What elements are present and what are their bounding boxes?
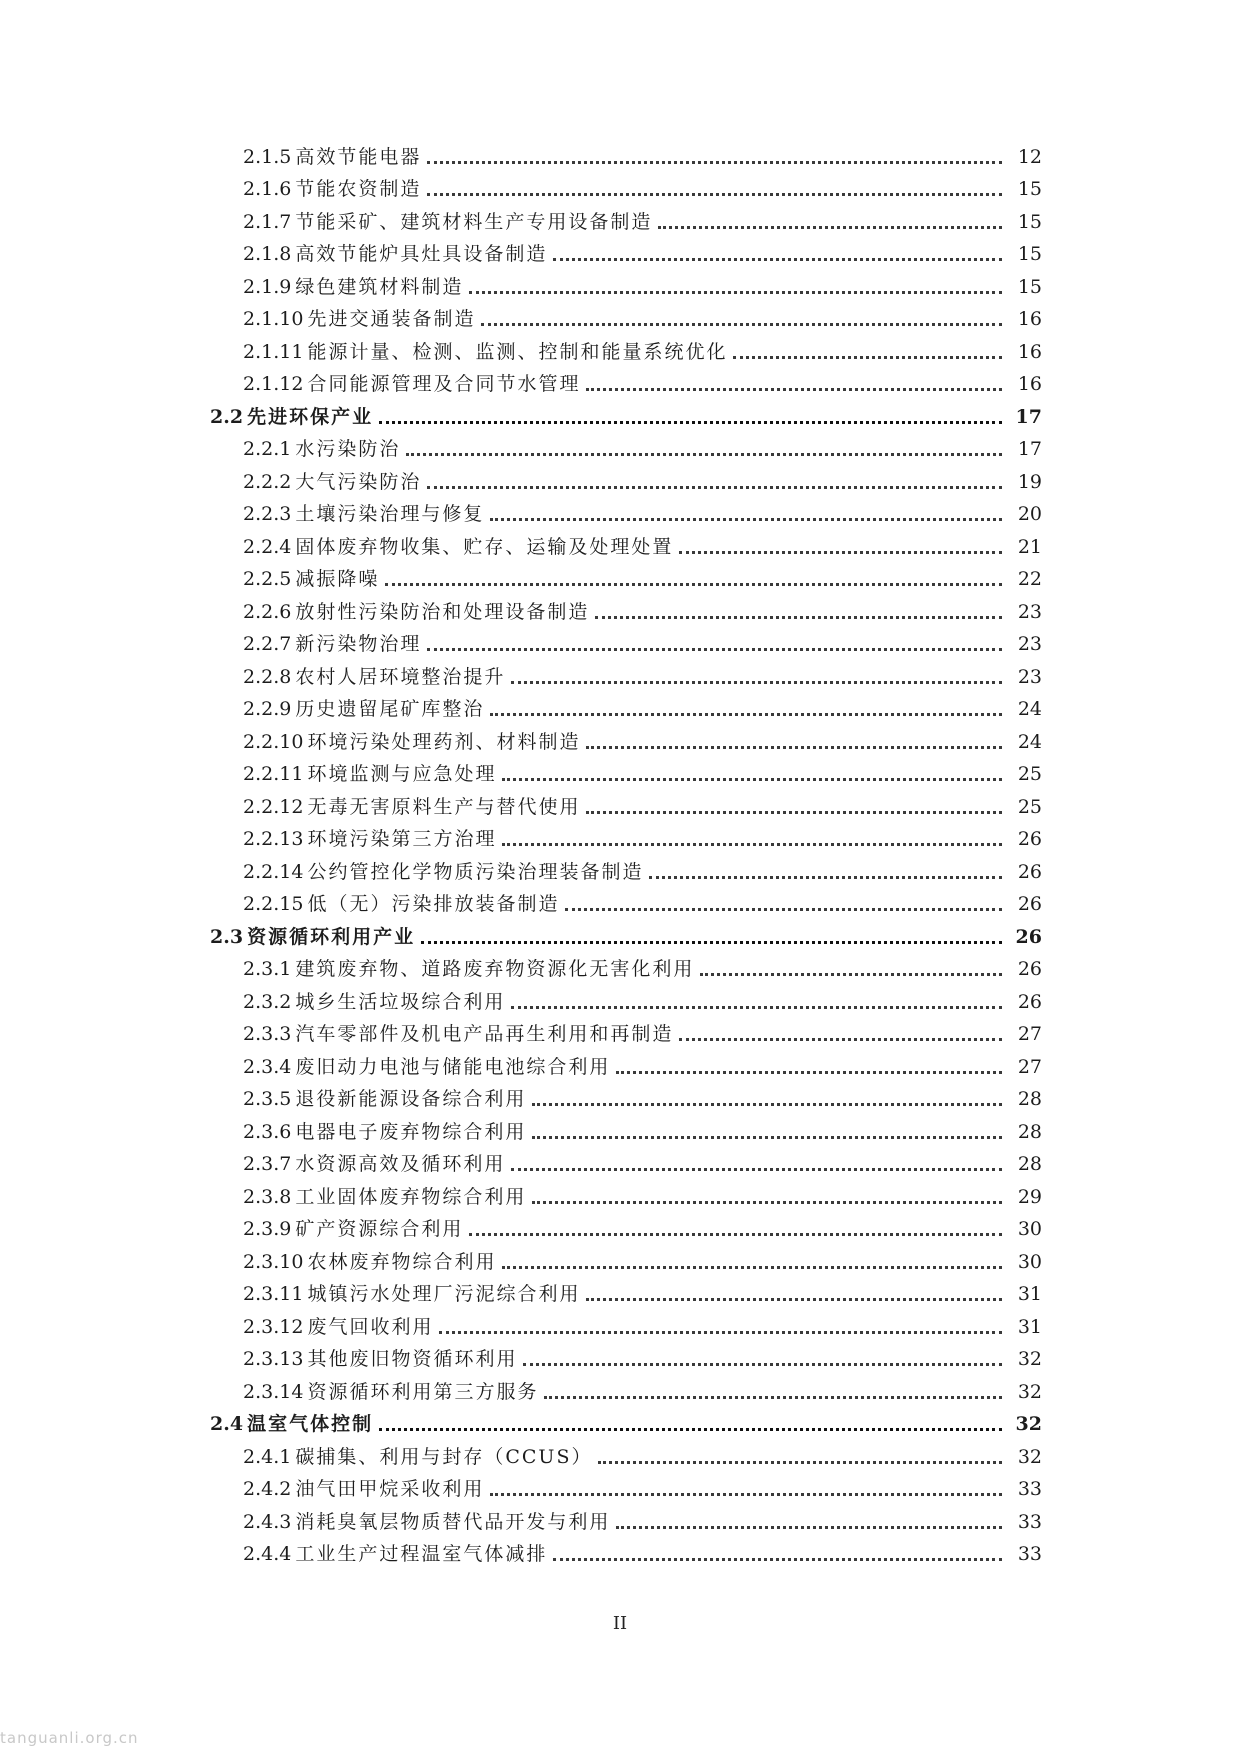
toc-entry[interactable]: [210, 429, 1042, 462]
toc-dot-leader: [532, 1201, 1002, 1204]
toc-entry-title: 高效节能炉具灶具设备制造: [295, 243, 548, 265]
toc-dot-leader: [523, 1363, 1002, 1366]
toc-entry-title: 农村人居环境整治提升: [295, 665, 506, 688]
toc-entry-page: 27: [1017, 1055, 1042, 1078]
toc-entry-number: 2.2.9: [243, 698, 292, 720]
toc-entry[interactable]: [210, 591, 1042, 624]
toc-entry-number: 2.2.5: [243, 568, 292, 590]
toc-entry-title: 油气田甲烷采收利用: [295, 1478, 485, 1500]
toc-entry-number: 2.1.7: [243, 210, 292, 233]
toc-dot-leader: [565, 908, 1002, 911]
toc-dot-leader: [733, 356, 1002, 359]
toc-entry-page: 28: [1017, 1153, 1042, 1175]
toc-entry[interactable]: [210, 981, 1042, 1014]
toc-entry[interactable]: [210, 689, 1042, 722]
page-number: II: [612, 1613, 628, 1634]
toc-entry-title: 无毒无害原料生产与替代使用: [307, 795, 581, 818]
toc-dot-leader: [490, 1493, 1002, 1496]
toc-entry-number: 2.3.4: [243, 1055, 292, 1078]
toc-dot-leader: [379, 421, 1002, 424]
toc-entry-page: 19: [1017, 470, 1042, 493]
toc-entry-number: 2.3.9: [243, 1218, 292, 1240]
toc-entry-number: 2.3.3: [243, 1023, 292, 1045]
toc-entry-title: 汽车零部件及机电产品再生利用和再制造: [295, 1023, 674, 1045]
toc-entry-title: 放射性污染防治和处理设备制造: [295, 600, 590, 623]
toc-dot-leader: [481, 323, 1002, 326]
toc-entry-title: 温室气体控制: [247, 1413, 374, 1435]
toc-entry-page: 24: [1017, 730, 1042, 753]
toc-dot-leader: [502, 778, 1002, 781]
toc-dot-leader: [700, 973, 1002, 976]
toc-entry[interactable]: [210, 331, 1042, 364]
toc-dot-leader: [511, 1168, 1002, 1171]
toc-entry-number: 2.2.10: [243, 730, 304, 753]
toc-entry-page: 26: [1017, 990, 1042, 1013]
toc-entry-number: 2.3.6: [243, 1120, 292, 1143]
toc-entry-title: 环境污染处理药剂、材料制造: [307, 730, 581, 753]
toc-entry-number: 2.3.7: [243, 1153, 292, 1175]
toc-entry-number: 2.2.6: [243, 600, 292, 623]
toc-dot-leader: [544, 1396, 1002, 1399]
toc-dot-leader: [598, 1461, 1002, 1464]
toc-entry-title: 合同能源管理及合同节水管理: [307, 373, 581, 395]
toc-entry-number: 2.2: [210, 405, 244, 428]
toc-entry-page: 31: [1017, 1315, 1042, 1338]
toc-entry-number: 2.2.2: [243, 470, 292, 493]
toc-entry-page: 12: [1017, 145, 1042, 168]
toc-entry-number: 2.3.11: [243, 1283, 304, 1305]
toc-entry-page: 28: [1017, 1120, 1042, 1143]
toc-entry-title: 环境监测与应急处理: [307, 763, 497, 785]
toc-entry-page: 23: [1017, 665, 1042, 688]
toc-entry-title: 固体废弃物收集、贮存、运输及处理处置: [295, 535, 674, 558]
toc-entry-title: 电器电子废弃物综合利用: [295, 1120, 527, 1143]
toc-entry-title: 减振降噪: [295, 568, 380, 590]
toc-entry-title: 绿色建筑材料制造: [295, 275, 464, 298]
toc-dot-leader: [421, 941, 1002, 944]
toc-entry-page: 16: [1017, 340, 1042, 363]
toc-entry-title: 矿产资源综合利用: [295, 1218, 464, 1240]
toc-entry-page: 15: [1017, 275, 1042, 298]
toc-entry-page: 23: [1017, 600, 1042, 623]
toc-entry-number: 2.3.2: [243, 990, 292, 1013]
toc-entry-number: 2.4.4: [243, 1543, 292, 1565]
toc-dot-leader: [553, 258, 1002, 261]
toc-entry-number: 2.2.11: [243, 763, 304, 785]
toc-section-entry[interactable]: [210, 916, 1042, 949]
toc-entry-page: 32: [1017, 1380, 1042, 1403]
toc-entry-page: 15: [1017, 243, 1042, 265]
toc-dot-leader: [427, 161, 1002, 164]
toc-dot-leader: [511, 1006, 1002, 1009]
toc-entry[interactable]: [210, 1534, 1042, 1567]
toc-entry[interactable]: [210, 1339, 1042, 1372]
toc-entry[interactable]: [210, 1111, 1042, 1144]
toc-entry-page: 28: [1017, 1088, 1042, 1110]
toc-dot-leader: [649, 876, 1002, 879]
toc-dot-leader: [385, 583, 1002, 586]
toc-entry-number: 2.4: [210, 1413, 244, 1435]
toc-dot-leader: [427, 648, 1002, 651]
toc-dot-leader: [439, 1331, 1002, 1334]
toc-entry-title: 历史遗留尾矿库整治: [295, 698, 485, 720]
toc-entry[interactable]: [210, 949, 1042, 982]
toc-dot-leader: [379, 1428, 1002, 1431]
toc-dot-leader: [553, 1558, 1002, 1561]
toc-dot-leader: [595, 616, 1002, 619]
watermark-text: tanguanli.org.cn: [0, 1729, 139, 1747]
toc-entry-title: 高效节能电器: [295, 145, 422, 168]
toc-entry-page: 32: [1015, 1413, 1042, 1435]
toc-entry-title: 公约管控化学物质污染治理装备制造: [307, 860, 644, 883]
toc-dot-leader: [406, 453, 1002, 456]
toc-entry-number: 2.2.4: [243, 535, 292, 558]
toc-entry-number: 2.1.5: [243, 145, 292, 168]
toc-entry-title: 土壤污染治理与修复: [295, 503, 485, 525]
toc-entry[interactable]: [210, 851, 1042, 884]
toc-entry[interactable]: [210, 1176, 1042, 1209]
toc-dot-leader: [586, 388, 1002, 391]
toc-entry-title: 工业生产过程温室气体减排: [295, 1543, 548, 1565]
toc-entry-title: 退役新能源设备综合利用: [295, 1088, 527, 1110]
toc-entry[interactable]: [210, 1046, 1042, 1079]
toc-entry[interactable]: [210, 169, 1042, 202]
toc-dot-leader: [658, 226, 1002, 229]
toc-entry-page: 26: [1017, 860, 1042, 883]
toc-entry-page: 33: [1017, 1478, 1042, 1500]
toc-entry-number: 2.3.14: [243, 1380, 304, 1403]
toc-dot-leader: [490, 713, 1002, 716]
toc-entry[interactable]: [210, 656, 1042, 689]
toc-entry-title: 节能农资制造: [295, 178, 422, 200]
toc-entry[interactable]: [210, 364, 1042, 397]
toc-dot-leader: [679, 551, 1002, 554]
toc-dot-leader: [586, 746, 1002, 749]
toc-dot-leader: [679, 1038, 1002, 1041]
toc-dot-leader: [586, 811, 1002, 814]
toc-entry-number: 2.4.3: [243, 1510, 292, 1533]
toc-entry-number: 2.1.9: [243, 275, 292, 298]
table-of-contents: [210, 136, 1042, 1566]
toc-dot-leader: [427, 193, 1002, 196]
toc-entry-page: 32: [1017, 1348, 1042, 1370]
toc-entry-title: 碳捕集、利用与封存（CCUS）: [295, 1445, 593, 1468]
toc-dot-leader: [532, 1136, 1002, 1139]
toc-entry-number: 2.4.1: [243, 1445, 292, 1468]
toc-entry-page: 26: [1017, 958, 1042, 980]
toc-entry[interactable]: [210, 721, 1042, 754]
toc-entry-number: 2.2.3: [243, 503, 292, 525]
toc-dot-leader: [586, 1298, 1002, 1301]
toc-entry-number: 2.2.13: [243, 828, 304, 850]
toc-entry[interactable]: [210, 1436, 1042, 1469]
toc-entry-title: 建筑废弃物、道路废弃物资源化无害化利用: [295, 958, 695, 980]
toc-dot-leader: [502, 1266, 1002, 1269]
toc-entry-page: 15: [1017, 210, 1042, 233]
toc-entry-title: 水资源高效及循环利用: [295, 1153, 506, 1175]
toc-section-entry[interactable]: [210, 396, 1042, 429]
toc-entry-title: 资源循环利用第三方服务: [307, 1380, 539, 1403]
toc-dot-leader: [502, 843, 1002, 846]
toc-dot-leader: [427, 486, 1002, 489]
toc-entry[interactable]: [210, 1501, 1042, 1534]
toc-dot-leader: [490, 518, 1002, 521]
toc-entry-page: 33: [1017, 1510, 1042, 1533]
toc-dot-leader: [616, 1071, 1002, 1074]
toc-dot-leader: [511, 681, 1002, 684]
toc-entry-title: 废旧动力电池与储能电池综合利用: [295, 1055, 611, 1078]
toc-entry[interactable]: [210, 1274, 1042, 1307]
toc-entry[interactable]: [210, 1014, 1042, 1047]
toc-entry[interactable]: [210, 201, 1042, 234]
toc-entry-number: 2.1.8: [243, 243, 292, 265]
toc-entry-title: 资源循环利用产业: [247, 925, 416, 948]
toc-entry-page: 25: [1017, 763, 1042, 785]
toc-entry-page: 33: [1017, 1543, 1042, 1565]
toc-entry-title: 水污染防治: [295, 438, 401, 460]
toc-entry-page: 30: [1017, 1218, 1042, 1240]
toc-entry-page: 31: [1017, 1283, 1042, 1305]
toc-entry-page: 17: [1017, 438, 1042, 460]
toc-entry-number: 2.2.12: [243, 795, 304, 818]
toc-entry-title: 新污染物治理: [295, 633, 422, 655]
toc-entry-number: 2.1.10: [243, 308, 304, 330]
toc-entry-title: 低（无）污染排放装备制造: [307, 893, 560, 915]
toc-entry-number: 2.2.7: [243, 633, 292, 655]
toc-entry-title: 农林废弃物综合利用: [307, 1250, 497, 1273]
toc-entry[interactable]: [210, 1469, 1042, 1502]
toc-entry-number: 2.3.13: [243, 1348, 304, 1370]
toc-entry-number: 2.3.5: [243, 1088, 292, 1110]
toc-entry-title: 先进交通装备制造: [307, 308, 476, 330]
toc-entry[interactable]: [210, 1144, 1042, 1177]
toc-entry-number: 2.3.1: [243, 958, 292, 980]
toc-entry-page: 32: [1017, 1445, 1042, 1468]
toc-entry-title: 城乡生活垃圾综合利用: [295, 990, 506, 1013]
toc-entry[interactable]: [210, 786, 1042, 819]
toc-entry[interactable]: [210, 1209, 1042, 1242]
toc-entry-page: 17: [1015, 405, 1042, 428]
toc-entry-page: 29: [1017, 1185, 1042, 1208]
toc-entry[interactable]: [210, 1079, 1042, 1112]
toc-entry-number: 2.4.2: [243, 1478, 292, 1500]
toc-entry-page: 26: [1017, 828, 1042, 850]
toc-entry-page: 24: [1017, 698, 1042, 720]
toc-entry[interactable]: [210, 234, 1042, 267]
toc-entry-number: 2.3: [210, 925, 244, 948]
toc-entry[interactable]: [210, 136, 1042, 169]
toc-entry-page: 25: [1017, 795, 1042, 818]
toc-entry-page: 20: [1017, 503, 1042, 525]
toc-entry[interactable]: [210, 1241, 1042, 1274]
toc-entry-page: 27: [1017, 1023, 1042, 1045]
toc-entry-page: 26: [1017, 893, 1042, 915]
toc-entry-page: 21: [1017, 535, 1042, 558]
toc-entry-page: 16: [1017, 308, 1042, 330]
toc-entry-number: 2.3.8: [243, 1185, 292, 1208]
toc-entry-title: 消耗臭氧层物质替代品开发与利用: [295, 1510, 611, 1533]
toc-entry-number: 2.2.1: [243, 438, 292, 460]
toc-entry-title: 先进环保产业: [247, 405, 374, 428]
toc-entry[interactable]: [210, 559, 1042, 592]
toc-entry-number: 2.3.10: [243, 1250, 304, 1273]
toc-entry-title: 其他废旧物资循环利用: [307, 1348, 518, 1370]
toc-entry-page: 16: [1017, 373, 1042, 395]
toc-entry-page: 30: [1017, 1250, 1042, 1273]
toc-entry[interactable]: [210, 494, 1042, 527]
toc-entry[interactable]: [210, 819, 1042, 852]
toc-entry-title: 大气污染防治: [295, 470, 422, 493]
toc-entry-number: 2.3.12: [243, 1315, 304, 1338]
toc-entry-title: 废气回收利用: [307, 1315, 434, 1338]
toc-entry-title: 工业固体废弃物综合利用: [295, 1185, 527, 1208]
toc-entry[interactable]: [210, 266, 1042, 299]
toc-dot-leader: [469, 1233, 1002, 1236]
toc-entry-page: 22: [1017, 568, 1042, 590]
toc-dot-leader: [532, 1103, 1002, 1106]
toc-entry-number: 2.1.12: [243, 373, 304, 395]
toc-entry[interactable]: [210, 884, 1042, 917]
toc-entry-page: 15: [1017, 178, 1042, 200]
toc-entry[interactable]: [210, 461, 1042, 494]
toc-entry[interactable]: [210, 754, 1042, 787]
toc-entry[interactable]: [210, 1371, 1042, 1404]
toc-entry[interactable]: [210, 1306, 1042, 1339]
toc-entry-title: 能源计量、检测、监测、控制和能量系统优化: [307, 340, 728, 363]
toc-entry-title: 节能采矿、建筑材料生产专用设备制造: [295, 210, 653, 233]
toc-entry-title: 环境污染第三方治理: [307, 828, 497, 850]
toc-entry-number: 2.2.8: [243, 665, 292, 688]
toc-dot-leader: [469, 291, 1002, 294]
toc-section-entry[interactable]: [210, 1404, 1042, 1437]
toc-entry[interactable]: [210, 299, 1042, 332]
toc-entry-number: 2.1.11: [243, 340, 304, 363]
toc-dot-leader: [616, 1526, 1002, 1529]
toc-entry[interactable]: [210, 526, 1042, 559]
toc-entry-number: 2.1.6: [243, 178, 292, 200]
toc-entry-page: 26: [1015, 925, 1042, 948]
toc-entry-title: 城镇污水处理厂污泥综合利用: [307, 1283, 581, 1305]
toc-entry[interactable]: [210, 624, 1042, 657]
toc-entry-number: 2.2.14: [243, 860, 304, 883]
toc-entry-number: 2.2.15: [243, 893, 304, 915]
toc-entry-page: 23: [1017, 633, 1042, 655]
